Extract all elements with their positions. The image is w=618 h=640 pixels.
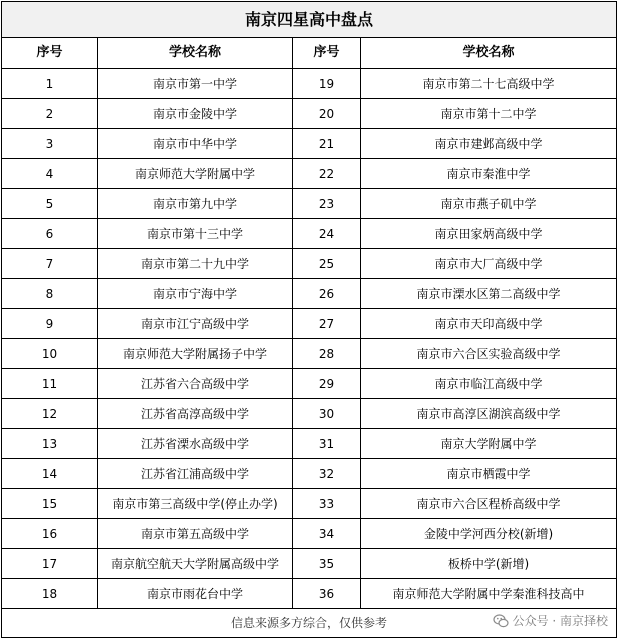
table-row	[2, 459, 617, 489]
school-name-cell-left: 江苏省溧水高级中学	[98, 429, 293, 459]
school-name-cell-right: 南京市六合区实验高级中学	[361, 339, 617, 369]
serial-cell-left: 11	[2, 369, 98, 399]
school-name-cell-left: 南京市第三高级中学(停止办学)	[98, 489, 293, 519]
school-name-cell-left: 南京市中华中学	[98, 129, 293, 159]
serial-cell-left: 18	[2, 579, 98, 609]
school-name-cell-left: 江苏省六合高级中学	[98, 369, 293, 399]
table-row	[2, 129, 617, 159]
serial-cell-right: 21	[293, 129, 361, 159]
school-name-cell-right: 南京市建邺高级中学	[361, 129, 617, 159]
school-name-cell-left: 南京市第十三中学	[98, 219, 293, 249]
serial-cell-right: 25	[293, 249, 361, 279]
school-name-cell-left: 南京市第五高级中学	[98, 519, 293, 549]
school-name-cell-left: 南京师范大学附属扬子中学	[98, 339, 293, 369]
serial-cell-left: 5	[2, 189, 98, 219]
table-row	[2, 549, 617, 579]
serial-cell-left: 16	[2, 519, 98, 549]
table-row	[2, 309, 617, 339]
serial-cell-left: 17	[2, 549, 98, 579]
school-table	[1, 1, 617, 638]
table-row	[2, 579, 617, 609]
table-title: 南京四星高中盘点	[2, 2, 617, 38]
serial-cell-right: 36	[293, 579, 361, 609]
serial-cell-right: 26	[293, 279, 361, 309]
serial-cell-right: 20	[293, 99, 361, 129]
watermark	[493, 613, 608, 629]
serial-cell-left: 2	[2, 99, 98, 129]
serial-cell-left: 7	[2, 249, 98, 279]
school-name-cell-left: 江苏省高淳高级中学	[98, 399, 293, 429]
serial-cell-left: 13	[2, 429, 98, 459]
school-name-cell-right: 板桥中学(新增)	[361, 549, 617, 579]
footer-note: 信息来源多方综合，仅供参考	[231, 616, 388, 630]
serial-cell-right: 31	[293, 429, 361, 459]
school-name-cell-left: 南京市江宁高级中学	[98, 309, 293, 339]
school-name-cell-right: 南京市栖霞中学	[361, 459, 617, 489]
serial-cell-left: 14	[2, 459, 98, 489]
school-name-cell-left: 南京市第一中学	[98, 69, 293, 99]
serial-cell-left: 8	[2, 279, 98, 309]
serial-cell-right: 30	[293, 399, 361, 429]
school-name-cell-left: 南京市第二十九中学	[98, 249, 293, 279]
header-serial-right: 序号	[293, 38, 361, 69]
serial-cell-left: 9	[2, 309, 98, 339]
table-row	[2, 339, 617, 369]
school-name-cell-right: 南京市六合区程桥高级中学	[361, 489, 617, 519]
serial-cell-right: 19	[293, 69, 361, 99]
serial-cell-right: 35	[293, 549, 361, 579]
title-row	[2, 2, 617, 38]
school-name-cell-right: 南京市天印高级中学	[361, 309, 617, 339]
serial-cell-right: 23	[293, 189, 361, 219]
school-name-cell-right: 南京市第二十七高级中学	[361, 69, 617, 99]
school-name-cell-left: 南京师范大学附属中学	[98, 159, 293, 189]
table-row	[2, 429, 617, 459]
table-row	[2, 249, 617, 279]
table-row	[2, 219, 617, 249]
school-name-cell-right: 南京师范大学附属中学秦淮科技高中	[361, 579, 617, 609]
watermark-text: 公众号 · 南京择校	[512, 614, 609, 628]
school-name-cell-left: 南京市第九中学	[98, 189, 293, 219]
school-name-cell-right: 南京市秦淮中学	[361, 159, 617, 189]
table-row	[2, 159, 617, 189]
serial-cell-right: 27	[293, 309, 361, 339]
header-serial-left: 序号	[2, 38, 98, 69]
school-name-cell-right: 南京市高淳区湖滨高级中学	[361, 399, 617, 429]
school-name-cell-left: 江苏省江浦高级中学	[98, 459, 293, 489]
school-name-cell-right: 南京市溧水区第二高级中学	[361, 279, 617, 309]
table-row	[2, 489, 617, 519]
header-school-name-left: 学校名称	[98, 38, 293, 69]
table-row	[2, 99, 617, 129]
serial-cell-left: 6	[2, 219, 98, 249]
school-name-cell-right: 南京大学附属中学	[361, 429, 617, 459]
serial-cell-right: 29	[293, 369, 361, 399]
school-name-cell-left: 南京市金陵中学	[98, 99, 293, 129]
serial-cell-right: 34	[293, 519, 361, 549]
school-name-cell-left: 南京航空航天大学附属高级中学	[98, 549, 293, 579]
serial-cell-right: 32	[293, 459, 361, 489]
footer-row	[2, 609, 617, 638]
serial-cell-left: 1	[2, 69, 98, 99]
serial-cell-left: 12	[2, 399, 98, 429]
table-row	[2, 369, 617, 399]
table-row	[2, 399, 617, 429]
header-row	[2, 38, 617, 69]
footer-cell	[2, 609, 617, 638]
serial-cell-left: 10	[2, 339, 98, 369]
table-row	[2, 189, 617, 219]
serial-cell-right: 28	[293, 339, 361, 369]
table-row	[2, 69, 617, 99]
school-name-cell-right: 南京市临江高级中学	[361, 369, 617, 399]
table-row	[2, 519, 617, 549]
serial-cell-left: 4	[2, 159, 98, 189]
serial-cell-right: 22	[293, 159, 361, 189]
header-school-name-right: 学校名称	[361, 38, 617, 69]
school-name-cell-right: 南京田家炳高级中学	[361, 219, 617, 249]
serial-cell-left: 3	[2, 129, 98, 159]
school-name-cell-right: 南京市大厂高级中学	[361, 249, 617, 279]
wechat-icon	[493, 613, 509, 629]
school-name-cell-left: 南京市宁海中学	[98, 279, 293, 309]
table-row	[2, 279, 617, 309]
school-name-cell-right: 金陵中学河西分校(新增)	[361, 519, 617, 549]
school-name-cell-right: 南京市第十二中学	[361, 99, 617, 129]
serial-cell-left: 15	[2, 489, 98, 519]
school-name-cell-right: 南京市燕子矶中学	[361, 189, 617, 219]
serial-cell-right: 24	[293, 219, 361, 249]
serial-cell-right: 33	[293, 489, 361, 519]
school-list-document	[1, 1, 616, 638]
school-name-cell-left: 南京市雨花台中学	[98, 579, 293, 609]
